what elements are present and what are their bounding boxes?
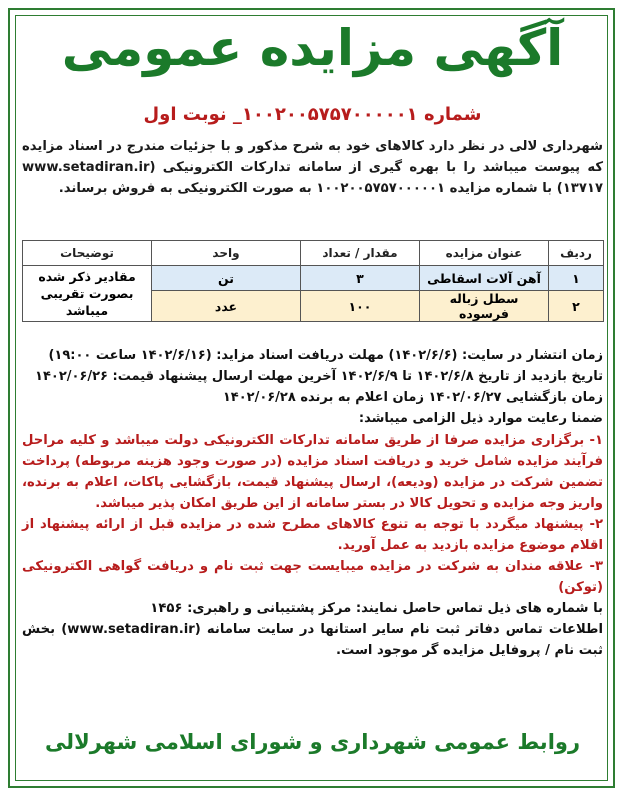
row-number: ۲ bbox=[549, 291, 604, 322]
publish-deadline-line: زمان انتشار در سایت: (۱۴۰۲/۶/۶) مهلت دریافت اسناد مزاید: (۱۴۰۲/۶/۱۶ ساعت ۱۹:۰۰) bbox=[48, 348, 603, 363]
item-description: مقادیر ذکر شده بصورت تقریبی میباشد bbox=[23, 266, 152, 322]
requirement-2: ۲- پیشنهاد میگردد با توجه به تنوع کالاهای مطرح شده در مزایده قبل از ارائه پیشنهاد از اقلام موضوع مزایده بازدید به عمل آورید. bbox=[22, 517, 603, 553]
header-item-title: عنوان مزایده bbox=[420, 241, 549, 266]
requirement-1: ۱- برگزاری مزایده صرفا از طریق سامانه تدارکات الکترونیکی دولت میباشد و کلیه مراحل فرآیند مزایده شامل خرید و دریافت اسناد مزایده (در صورت وجود هزینه مربوطه) پرداخت تضمین شرکت در مزایده (ودیعه)، ارسال پیشنهاد قیمت، بازگشایی پاکات، اعلام به برنده، واریز وجه مزایده و تحویل کالا در بستر سامانه از این طریق امکان پذیر میباشد. bbox=[22, 433, 603, 511]
item-unit: عدد bbox=[152, 291, 301, 322]
item-quantity: ۱۰۰ bbox=[301, 291, 420, 322]
requirements-intro: ضمنا رعایت موارد ذیل الزامی میباشد: bbox=[358, 411, 603, 426]
header-quantity: مقدار / تعداد bbox=[301, 241, 420, 266]
public-relations-signature: روابط عمومی شهرداری و شورای اسلامی شهرلالی bbox=[44, 730, 581, 754]
notice-number: شماره ۱۰۰۲۰۰۵۷۵۷۰۰۰۰۰۱_ نوبت اول bbox=[143, 104, 482, 125]
visit-deadline-line: تاریخ بازدید از تاریخ ۱۴۰۲/۶/۸ تا ۱۴۰۲/۶/۹ آخرین مهلت ارسال پیشنهاد قیمت: ۱۴۰۲/۰۶/۲۶ bbox=[35, 369, 603, 384]
row-number: ۱ bbox=[549, 266, 604, 291]
header-unit: واحد bbox=[152, 241, 301, 266]
notice-title: آگهی مزایده عمومی bbox=[61, 19, 564, 77]
auction-items-table bbox=[22, 240, 604, 322]
item-title: آهن آلات اسقاطی bbox=[420, 266, 549, 291]
contact-info: اطلاعات تماس دفاتر ثبت نام سایر استانها در سایت سامانه (www.setadiran.ir) بخش ثبت نام / پروفایل مزایده گر موجود است. bbox=[22, 622, 603, 658]
item-title: سطل زباله فرسوده bbox=[420, 291, 549, 322]
table-header-row bbox=[23, 241, 604, 266]
item-unit: تن bbox=[152, 266, 301, 291]
support-phone-line: با شماره های ذیل تماس حاصل نمایند: مرکز پشتیبانی و راهبری: ۱۴۵۶ bbox=[150, 601, 603, 616]
item-quantity: ۳ bbox=[301, 266, 420, 291]
header-row-number: ردیف bbox=[549, 241, 604, 266]
intro-paragraph: شهرداری لالی در نظر دارد کالاهای خود به شرح مذکور و با جزئیات مندرج در اسناد مزایده که پیوست میباشد را با بهره گیری از سامانه تدارکات الکترونیکی (www.setadiran.ir ۱۳۷۱۷) با شماره مزایده ۱۰۰۲۰۰۵۷۵۷۰۰۰۰۰۱ به صورت الکترونیکی به فروش برساند. bbox=[22, 139, 603, 196]
schedule-info bbox=[22, 345, 603, 429]
opening-announcement-line: زمان بازگشایی ۱۴۰۲/۰۶/۲۷ زمان اعلام به برنده ۱۴۰۲/۰۶/۲۸ bbox=[222, 390, 603, 405]
requirement-3: ۳- علاقه مندان به شرکت در مزایده میبایست جهت ثبت نام و دریافت گواهی الکترونیکی (توکن) bbox=[22, 559, 603, 595]
table-row bbox=[23, 266, 604, 291]
requirements-section bbox=[22, 430, 603, 661]
header-description: توضیحات bbox=[23, 241, 152, 266]
